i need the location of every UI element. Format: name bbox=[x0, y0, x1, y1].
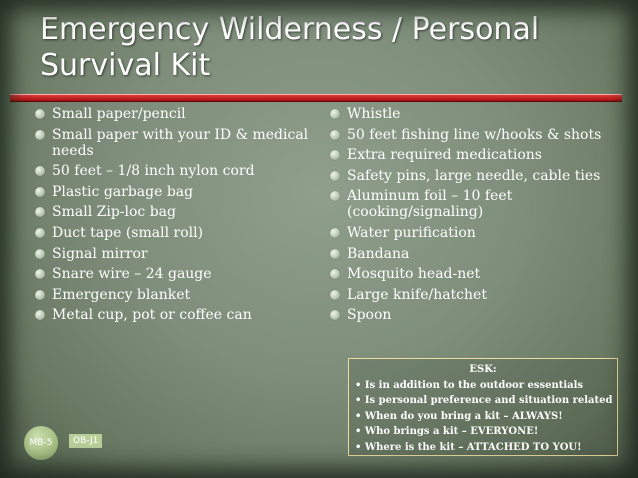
list-item-text: 50 feet – 1/8 inch nylon cord bbox=[52, 163, 255, 180]
list-item bbox=[325, 266, 625, 282]
list-item-text: Plastic garbage bag bbox=[52, 183, 194, 200]
bullet-icon bbox=[35, 249, 45, 259]
list-item bbox=[325, 225, 625, 241]
list-item-text: Emergency blanket bbox=[52, 286, 191, 303]
slide-title: Emergency Wilderness / Personal Survival Kit bbox=[40, 12, 540, 83]
bullet-icon bbox=[330, 171, 340, 181]
bullet-icon bbox=[330, 150, 340, 160]
bullet-icon bbox=[35, 130, 45, 140]
list-item-text: Spoon bbox=[347, 307, 392, 324]
list-item-text: Signal mirror bbox=[52, 245, 148, 262]
list-item-text: Snare wire – 24 gauge bbox=[52, 266, 212, 283]
list-item-text: Large knife/hatchet bbox=[347, 286, 487, 303]
list-item-text: Duct tape (small roll) bbox=[52, 224, 204, 241]
bullet-icon bbox=[330, 109, 340, 119]
list-item bbox=[325, 168, 625, 184]
bullet-icon bbox=[35, 187, 45, 197]
list-item bbox=[30, 287, 315, 303]
list-item bbox=[325, 127, 625, 143]
esk-line: • Is personal preference and situation related bbox=[355, 395, 613, 407]
bullet-icon bbox=[330, 249, 340, 259]
bullet-icon bbox=[330, 269, 340, 279]
esk-info-box bbox=[348, 358, 618, 456]
list-item bbox=[30, 106, 315, 122]
list-item bbox=[30, 163, 315, 179]
esk-line: • When do you bring a kit – ALWAYS! bbox=[355, 410, 563, 422]
bullet-icon bbox=[330, 130, 340, 140]
esk-line: • Is in addition to the outdoor essentials bbox=[355, 379, 584, 391]
bullet-icon bbox=[330, 310, 340, 320]
esk-line: • Where is the kit – ATTACHED TO YOU! bbox=[355, 441, 582, 453]
esk-title: ESK: bbox=[469, 364, 497, 375]
title-divider-bar bbox=[10, 94, 622, 102]
bullet-icon bbox=[330, 228, 340, 238]
list-item-text: Small paper/pencil bbox=[52, 106, 186, 122]
list-item bbox=[325, 287, 625, 303]
list-item-text: Extra required medications bbox=[347, 147, 542, 164]
list-item bbox=[325, 188, 625, 220]
list-item-text: Whistle bbox=[347, 106, 401, 122]
list-item bbox=[30, 266, 315, 282]
bullet-icon bbox=[35, 166, 45, 176]
list-item bbox=[325, 246, 625, 262]
list-item-text: Metal cup, pot or coffee can bbox=[52, 307, 252, 324]
bullet-icon bbox=[35, 228, 45, 238]
slide-number-badge: MB-5 bbox=[24, 426, 58, 460]
bullet-icon bbox=[330, 191, 340, 201]
right-item-list bbox=[325, 106, 625, 328]
list-item bbox=[30, 204, 315, 220]
list-item-text: Bandana bbox=[347, 245, 410, 262]
left-item-list bbox=[30, 106, 315, 328]
bullet-icon bbox=[35, 207, 45, 217]
esk-line: • Who brings a kit – EVERYONE! bbox=[355, 426, 539, 438]
bullet-icon bbox=[35, 269, 45, 279]
list-item bbox=[30, 225, 315, 241]
bullet-icon bbox=[35, 290, 45, 300]
bullet-icon bbox=[35, 109, 45, 119]
list-item bbox=[325, 106, 625, 122]
list-item-text: Small Zip-loc bag bbox=[52, 204, 176, 221]
section-tag: OB-J1 bbox=[69, 434, 102, 448]
list-item-text: Water purification bbox=[347, 224, 476, 241]
list-item-text: Mosquito head-net bbox=[347, 266, 481, 283]
list-item-text: Safety pins, large needle, cable ties bbox=[347, 167, 601, 184]
list-item-text: Aluminum foil – 10 feet (cooking/signaling) bbox=[347, 188, 513, 221]
list-item bbox=[30, 246, 315, 262]
list-item bbox=[30, 127, 315, 159]
list-item bbox=[30, 307, 315, 323]
list-item bbox=[325, 147, 625, 163]
bullet-icon bbox=[330, 290, 340, 300]
list-item bbox=[325, 307, 625, 323]
bullet-icon bbox=[35, 310, 45, 320]
list-item bbox=[30, 184, 315, 200]
list-item-text: 50 feet fishing line w/hooks & shots bbox=[347, 126, 602, 143]
list-item-text: Small paper with your ID & medical needs bbox=[52, 126, 309, 159]
